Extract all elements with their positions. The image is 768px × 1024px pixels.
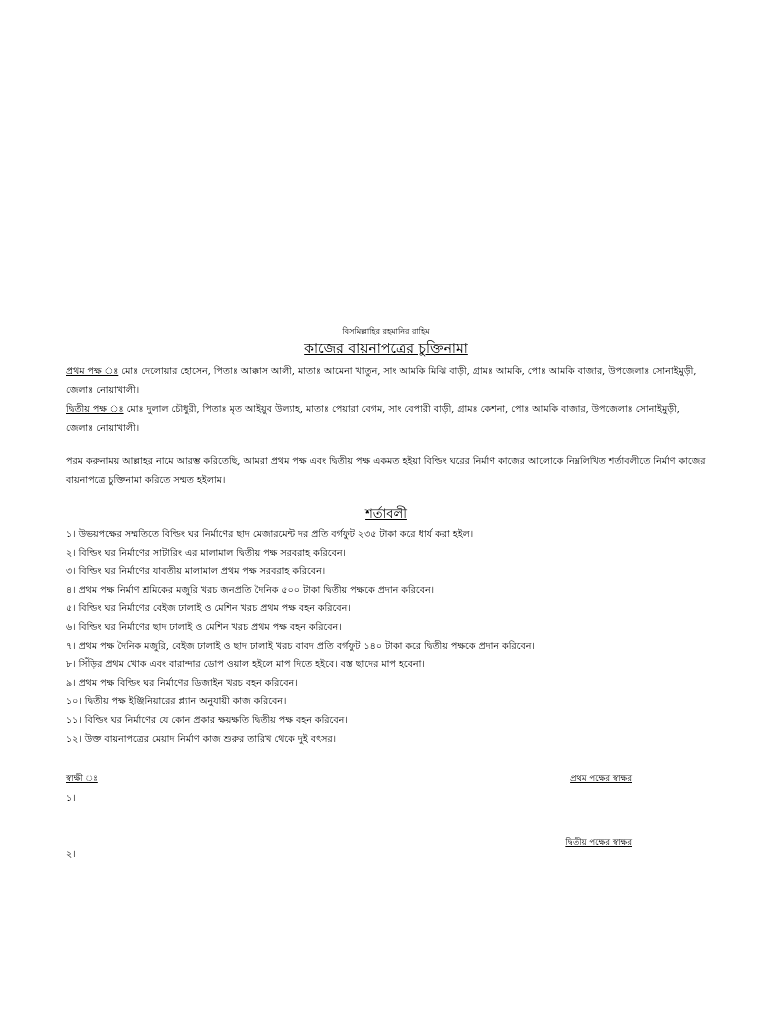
witness-label: স্বাক্ষী ঃ: [66, 774, 98, 784]
term-item: ৭। প্রথম পক্ষ দৈনিক মজুরি, বেইজ ঢালাই ও ছাদ ঢালাই খরচ বাবদ প্রতি বর্গফুট ১৪০ টাকা করে দ্বিতীয় পক্ষকে প্রদান করিবেন।: [66, 640, 535, 652]
term-item: ৪। প্রথম পক্ষ নির্মাণ শ্রমিকের মজুরি খরচ জনপ্রতি দৈনিক ৫০০ টাকা দ্বিতীয় পক্ষকে প্রদান করিবেন।: [66, 584, 435, 596]
second-party-signature: দ্বিতীয় পক্ষের স্বাক্ষর: [565, 838, 632, 848]
witness-line-1: ১।: [66, 793, 76, 804]
term-item: ১০। দ্বিতীয় পক্ষ ইঞ্জিনিয়ারের প্ল্যান অনুযায়ী কাজ করিবেন।: [66, 696, 287, 708]
signature-section: [66, 768, 632, 868]
term-item: ২। বিল্ডিং ঘর নির্মাণের সাটারিং এর মালামাল দ্বিতীয় পক্ষ সরবরাহ করিবেন।: [66, 547, 346, 559]
term-item: ১১। বিল্ডিং ঘর নির্মাণের যে কোন প্রকার ক্ষয়ক্ষতি দ্বিতীয় পক্ষ বহন করিবেন।: [66, 714, 348, 726]
term-item: ৮। সিঁড়ির প্রথম খোক এবং বারান্দার ডোপ ওয়াল হইলে মাপ দিতে হইবে। বস্ত ছাদের মাপ হবেনা।: [66, 659, 425, 671]
document-title-text: কাজের বায়নাপত্রের চুক্তিনামা: [304, 341, 468, 357]
second-party-label: দ্বিতীয় পক্ষ ঃ: [66, 404, 124, 415]
bismillah-heading: বিসমিল্লাহির রহমানির রাহিম: [342, 327, 430, 336]
document-title: [66, 340, 706, 358]
second-party-details: [66, 400, 706, 438]
first-party-details: [66, 362, 706, 400]
term-item: ৩। বিল্ডিং ঘর নির্মাণের যাবতীয় মালামাল প্রথম পক্ষ সরবরাহ করিবেন।: [66, 566, 326, 578]
terms-heading: [66, 506, 706, 524]
terms-heading-text: শর্তাবলী: [365, 507, 407, 522]
intro-paragraph: পরম করুনাময় আল্লাহর নামে আরম্ভ করিতেছি, আমরা প্রথম পক্ষ এবং দ্বিতীয় পক্ষ একমত হইয়া বিল্ডিং ঘরের নির্মাণ কাজের আলোকে নিম্নলিখিত শর্তাবলীতে নির্মাণ কাজের বায়নাপত্রে চুক্তিনামা করিতে সম্মত হইলাম।: [66, 456, 706, 486]
term-item: ১। উভয়পক্ষের সম্মতিতে বিল্ডিং ঘর নির্মাণের ছাদ মেজারমেন্ট দর প্রতি বর্গফুট ২৩৫ টাকা করে ধার্য করা হইল।: [66, 529, 474, 540]
first-party-text: মোঃ দেলোয়ার হোসেন, পিতাঃ আক্কাস আলী, মাতাঃ আমেনা খাতুন, সাং আমকি মিঝি বাড়ী, গ্রামঃ আমকি, পোঃ আমকি বাজার, উপজেলাঃ সোনাইমুড়ী, জেলাঃ নোয়াখালী।: [66, 366, 697, 396]
first-party-signature: প্রথম পক্ষের স্বাক্ষর: [570, 774, 632, 784]
witness-line-2: ২।: [66, 849, 76, 860]
document-body: [66, 326, 706, 749]
term-item: ৬। বিল্ডিং ঘর নির্মাণের ছাদ ঢালাই ও মেশিন খরচ প্রথম পক্ষ বহন করিবেন।: [66, 621, 342, 633]
term-item: ৯। প্রথম পক্ষ বিল্ডিং ঘর নির্মাণের ডিজাইন খরচ বহন করিবেন।: [66, 677, 298, 689]
second-party-text: মোঃ দুলাল চৌধুরী, পিতাঃ মৃত আইয়ুব উল্যাহ, মাতাঃ পেয়ারা বেগম, সাং বেপারী বাড়ী, গ্রামঃ কেশনা, পোঃ আমকি বাজার, উপজেলাঃ সোনাইমুড়ী, জেলাঃ নোয়াখালী।: [66, 404, 680, 434]
term-item: ৫। বিল্ডিং ঘর নির্মাণের বেইজ ঢালাই ও মেশিন খরচ প্রথম পক্ষ বহন করিবেন।: [66, 603, 351, 615]
first-party-label: প্রথম পক্ষ ঃ: [66, 366, 119, 377]
terms-list: [66, 526, 706, 749]
term-item: ১২। উক্ত বায়নাপত্রের মেয়াদ নির্মাণ কাজ শুরুর তারিখ থেকে দুই বৎসর।: [66, 733, 337, 745]
